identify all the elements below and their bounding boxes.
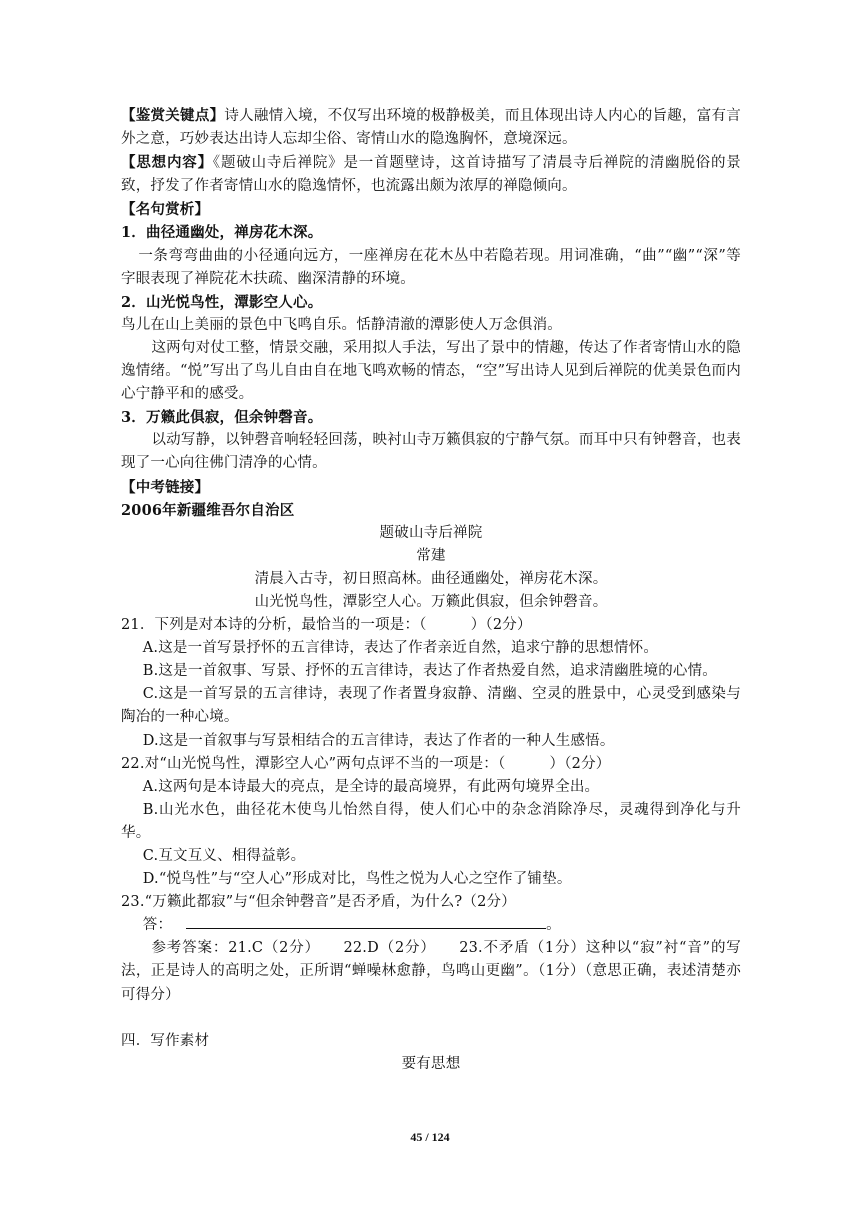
famous-lines-heading: 【名句赏析】: [121, 201, 210, 219]
line1-text: 一条弯弯曲曲的小径通向远方，一座禅房在花木丛中若隐若现。用词准确，“曲”“幽”“深”等字眼表现了禅院花木扶疏、幽深清静的环境。: [121, 247, 741, 287]
thought-label: 【思想内容】: [121, 154, 213, 172]
exam-link-heading: 【中考链接】: [121, 478, 210, 496]
thought-paragraph: [121, 151, 741, 198]
line3-text: 以动写静，以钟磬音响轻轻回荡，映衬山寺万籁俱寂的宁静气氛。而耳中只有钟磬音，也表现了一心向往佛门清净的心情。: [121, 432, 741, 472]
question-21-option-a: A.这是一首写景抒怀的五言律诗，表达了作者亲近自然，追求宁静的思想情怀。: [142, 640, 659, 657]
key-points-label: 【鉴赏关键点】: [121, 107, 225, 124]
spacer: [121, 1007, 741, 1030]
question-21-option-b: B.这是一首叙事、写景、抒怀的五言律诗，表达了作者热爱自然，追求清幽胜境的心情。: [142, 663, 718, 680]
line2-title: 2．山光悦鸟性，潭影空人心。: [121, 293, 323, 311]
line3-title: 3．万籁此俱寂，但余钟磬音。: [121, 409, 323, 427]
line2-text2: 这两句对仗工整，情景交融，采用拟人手法，写出了景中的情趣，传达了作者寄情山水的隐逸情绪。“悦”写出了鸟儿自由自在地飞鸣欢畅的情态，“空”写出诗人见到后禅院的优美景色而内心宁静平和的感受。: [121, 339, 741, 403]
key-points-paragraph: [121, 104, 741, 151]
writing-title: 要有思想: [401, 1055, 461, 1072]
poem-author: 常建: [416, 547, 446, 564]
question-22-option-c: C.互文互义、相得益彰。: [142, 848, 306, 864]
line1-title: 1．曲径通幽处，禅房花木深。: [121, 224, 323, 242]
exam-region: 2006年新疆维吾尔自治区: [121, 501, 295, 519]
answer-end: 。: [546, 917, 561, 934]
question-23-stem: 23.“万籁此都寂”与“但余钟磬音”是否矛盾，为什么?（2分）: [121, 894, 516, 911]
question-22-option-d: D.“悦鸟性”与“空人心”形成对比，鸟性之悦为人心之空作了铺垫。: [142, 871, 572, 888]
page-content: [121, 104, 741, 1076]
question-22-option-a: A.这两句是本诗最大的亮点，是全诗的最高境界，有此两句境界全出。: [142, 778, 600, 795]
poem-line-2: 山光悦鸟性，潭影空人心。万籁此俱寂，但余钟磬音。: [254, 593, 608, 610]
answer-label: 答：: [142, 917, 173, 934]
reference-answer: 参考答案：21.C（2分） 22.D（2分） 23.不矛盾（1分）这种以“寂”衬“音”的写法，正是诗人的高明之处，正所谓“蝉噪林愈静，鸟鸣山更幽”。（1分）（意思正确，表述清楚亦可得分）: [121, 940, 741, 1003]
page-number: 45 / 124: [410, 1130, 450, 1144]
writing-heading: 四．写作素材: [121, 1032, 210, 1049]
key-points-text: 诗人融情入境，不仅写出环境的极静极美，而且体现出诗人内心的旨趣，富有言外之意，巧妙表达出诗人忘却尘俗、寄情山水的隐逸胸怀，意境深远。: [121, 108, 741, 148]
thought-text: 《题破山寺后禅院》是一首题壁诗，这首诗描写了清晨寺后禅院的清幽脱俗的景致，抒发了作者寄情山水的隐逸情怀，也流露出颇为浓厚的禅隐倾向。: [121, 155, 742, 195]
poem-title: 题破山寺后禅院: [379, 524, 483, 541]
question-21-stem: 21．下列是对本诗的分析，最恰当的一项是：（ ）（2分）: [121, 617, 532, 634]
question-22-option-b: B.山光水色，曲径花木使鸟儿怡然自得，使人们心中的杂念消除净尽，灵魂得到净化与升华。: [121, 801, 741, 841]
question-21-option-c: C.这是一首写景的五言律诗，表现了作者置身寂静、清幽、空灵的胜景中，心灵受到感染与陶冶的一种心境。: [121, 686, 741, 726]
line2-text1: 鸟儿在山上美丽的景色中飞鸣自乐。恬静清澈的潭影使人万念俱消。: [121, 316, 562, 333]
answer-blank: [186, 914, 546, 929]
question-23-answer-line: [121, 914, 741, 937]
question-22-stem: 22.对“山光悦鸟性，潭影空人心”两句点评不当的一项是：（ ）（2分）: [121, 755, 611, 772]
question-21-option-d: D.这是一首叙事与写景相结合的五言律诗，表达了作者的一种人生感悟。: [142, 732, 615, 749]
poem-line-1: 清晨入古寺，初日照高林。曲径通幽处，禅房花木深。: [254, 570, 608, 587]
